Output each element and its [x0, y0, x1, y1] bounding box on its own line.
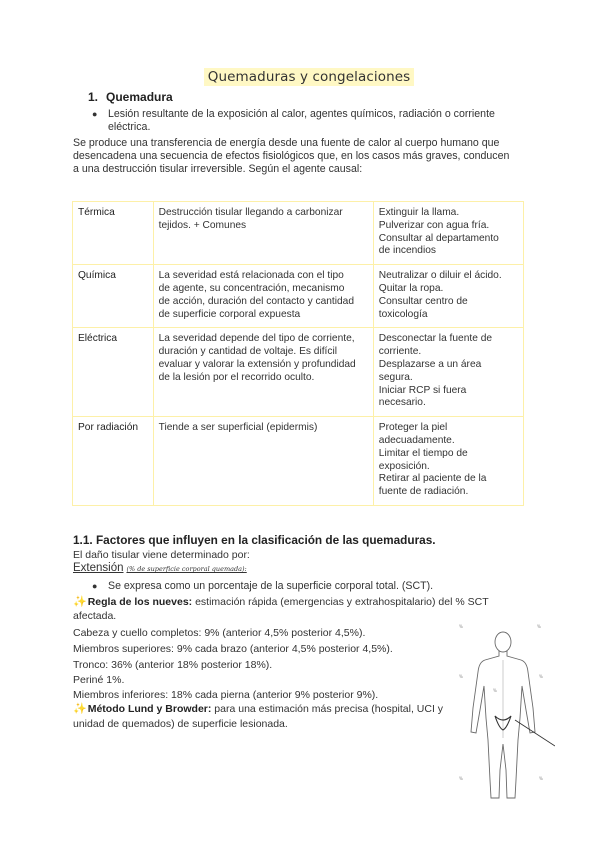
- action-line: corriente.: [378, 346, 422, 358]
- subsection-heading: 1.1. Factores que influyen en la clasificación de las quemaduras.: [73, 533, 436, 547]
- sparkle-icon: ✨: [73, 703, 87, 715]
- description-line: de agente, su concentración, mecanismo: [158, 282, 345, 294]
- agent-cell: Térmica: [73, 202, 154, 265]
- rule-label: Regla de los nueves:: [87, 596, 193, 608]
- svg-text:%: %: [537, 624, 541, 629]
- action-line: toxicología: [378, 308, 428, 320]
- description-line: La severidad está relacionada con el tipo: [158, 270, 344, 282]
- intro-line: desencadena una secuencia de efectos fisiológicos que, en los casos más graves, conducen: [73, 150, 510, 163]
- nines-item: Periné 1%.: [73, 674, 125, 686]
- bullet-dot-icon: ●: [92, 109, 98, 119]
- intro-paragraph: [73, 137, 533, 177]
- table-row: [73, 265, 524, 328]
- description-cell: [153, 202, 373, 265]
- bullet-line-2: eléctrica.: [108, 121, 151, 133]
- action-line: segura.: [378, 371, 413, 383]
- bullet-text: [108, 108, 548, 134]
- rule-of-nines-line: [73, 596, 489, 609]
- action-line: de incendios: [378, 245, 436, 257]
- action-line: adecuadamente.: [378, 434, 455, 446]
- svg-text:%: %: [459, 624, 463, 629]
- action-line: Desconectar la fuente de: [378, 333, 493, 345]
- svg-text:%: %: [459, 776, 463, 781]
- agent-cell: Por radiación: [73, 417, 154, 506]
- nines-item: Miembros inferiores: 18% cada pierna (anterior 9% posterior 9%).: [73, 689, 379, 701]
- action-line: Quitar la ropa.: [378, 282, 444, 294]
- description-cell: [153, 328, 373, 417]
- action-line: Retirar al paciente de la: [378, 473, 487, 485]
- svg-text:%: %: [539, 674, 543, 679]
- description-line: evaluar y valorar la extensión y profundidad: [158, 358, 356, 370]
- action-line: exposición.: [378, 460, 430, 472]
- lund-text: para una estimación más precisa (hospital, UCI y: [211, 703, 444, 715]
- description-line: La severidad depende del tipo de corriente,: [158, 333, 355, 345]
- action-line: Iniciar RCP si fuera: [378, 384, 467, 396]
- description-line: de la lesión por el recorrido oculto.: [158, 371, 315, 383]
- description-line: Destrucción tisular llegando a carbonizar: [158, 207, 343, 218]
- action-line: Limitar el tiempo de: [378, 447, 468, 459]
- action-line: Desplazarse a un área: [378, 358, 482, 370]
- action-line: necesario.: [378, 397, 426, 409]
- intro-line: Se produce una transferencia de energía desde una fuente de calor al cuerpo humano que: [73, 137, 500, 149]
- table-row: [73, 417, 524, 506]
- lund-label: Método Lund y Browder:: [87, 703, 212, 715]
- rule-text-cont: afectada.: [73, 610, 117, 622]
- section-heading-quemadura: [88, 90, 173, 104]
- action-line: fuente de radiación.: [378, 486, 469, 498]
- description-line: duración y cantidad de voltaje. Es difícil: [158, 346, 338, 358]
- actions-cell: [373, 265, 523, 328]
- description-line: Tiende a ser superficial (epidermis): [158, 422, 318, 434]
- action-line: Extinguir la llama.: [378, 207, 460, 218]
- table-row: [73, 202, 524, 265]
- extension-heading: [73, 562, 247, 576]
- actions-cell: [373, 417, 523, 506]
- extension-label: Extensión: [73, 562, 124, 574]
- section-number: 1.: [88, 90, 99, 104]
- bullet-dot-icon: ●: [92, 581, 98, 591]
- action-line: Consultar centro de: [378, 295, 468, 307]
- nines-item: Tronco: 36% (anterior 18% posterior 18%).: [73, 659, 273, 671]
- damage-intro: El daño tisular viene determinado por:: [73, 549, 250, 561]
- action-line: Consultar al departamento: [378, 232, 499, 244]
- lund-browder-line: [73, 703, 443, 716]
- causal-agent-table: [72, 201, 524, 506]
- description-cell: [153, 265, 373, 328]
- agent-cell: Eléctrica: [73, 328, 154, 417]
- lund-text-cont: unidad de quemados) de superficie lesionada.: [73, 718, 288, 730]
- nines-item: Miembros superiores: 9% cada brazo (anterior 4,5% posterior 4,5%).: [73, 643, 393, 655]
- title-wrap: [0, 68, 600, 86]
- action-line: Pulverizar con agua fría.: [378, 219, 490, 231]
- bullet-sct-text: Se expresa como un porcentaje de la superficie corporal total. (SCT).: [108, 580, 434, 592]
- figure-head: [495, 632, 511, 652]
- actions-cell: [373, 328, 523, 417]
- body-diagram-figure: [455, 620, 555, 810]
- description-line: de acción, duración del contacto y cantidad: [158, 295, 355, 307]
- intro-line: a una destrucción tisular irreversible. Según el agente causal:: [73, 163, 363, 176]
- extension-note: (% de superficie corporal quemada):: [126, 565, 247, 573]
- table-row: [73, 328, 524, 417]
- sparkle-icon: ✨: [73, 596, 87, 608]
- action-line: Proteger la piel: [378, 422, 448, 434]
- bullet-line-1: Lesión resultante de la exposición al calor, agentes químicos, radiación o corriente: [108, 108, 495, 120]
- description-line: de superficie corporal expuesta: [158, 308, 301, 320]
- description-line: tejidos. + Comunes: [158, 219, 247, 231]
- description-cell: [153, 417, 373, 506]
- svg-text:%: %: [539, 776, 543, 781]
- agent-cell: Química: [73, 265, 154, 328]
- svg-text:%: %: [493, 688, 497, 693]
- svg-text:%: %: [459, 674, 463, 679]
- rule-text: estimación rápida (emergencias y extrahospitalario) del % SCT: [192, 596, 489, 608]
- actions-cell: [373, 202, 523, 265]
- section-title: Quemadura: [106, 90, 173, 104]
- action-line: Neutralizar o diluir el ácido.: [378, 270, 502, 282]
- nines-item: Cabeza y cuello completos: 9% (anterior 4,5% posterior 4,5%).: [73, 627, 366, 639]
- page-title: Quemaduras y congelaciones: [204, 68, 415, 86]
